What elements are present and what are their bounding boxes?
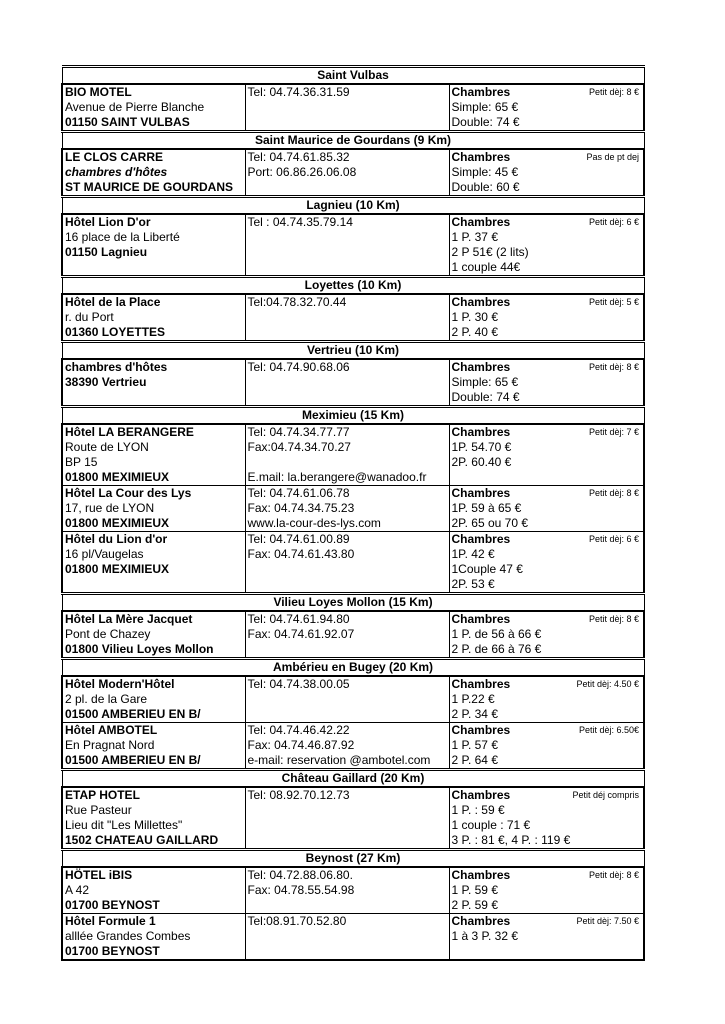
hotel-contact-line: Tel:04.78.32.70.44	[247, 295, 347, 309]
hotel-contact-line: e-mail: reservation @ambotel.com	[247, 753, 431, 767]
hotel-address-line: 01800 MEXIMIEUX	[65, 562, 170, 576]
room-price-line: 1P. 59 à 65 €	[451, 501, 522, 515]
section-header-row	[62, 770, 644, 788]
hotel-address-line: Lieu dit "Les Millettes"	[65, 818, 183, 832]
section-title: Ambérieu en Bugey (20 Km)	[62, 659, 644, 677]
hotel-contact-cell	[245, 149, 449, 197]
hotel-address-line: 16 pl/Vaugelas	[65, 547, 144, 561]
hotel-row	[62, 914, 644, 961]
room-price-line: 3 P. : 81 €, 4 P. : 119 €	[451, 833, 571, 847]
hotel-contact-line: Fax: 04.74.61.92.07	[247, 627, 355, 641]
hotel-address-line: 16 place de la Liberté	[65, 230, 180, 244]
hotel-rooms-cell	[449, 787, 644, 850]
hotel-contact-cell	[245, 611, 449, 659]
hotel-address-line: Avenue de Pierre Blanche	[65, 100, 205, 114]
hotel-name: LE CLOS CARRE	[65, 150, 164, 164]
hotel-address-line: BP 15	[65, 455, 98, 469]
hotel-address-line: 01500 AMBERIEU EN B/	[65, 707, 201, 721]
hotel-contact-cell	[245, 676, 449, 723]
room-price-line: 1 P. 30 €	[451, 310, 498, 324]
hotel-contact-line: Tel: 04.74.34.77.77	[247, 425, 350, 439]
hotel-address-cell	[62, 424, 245, 486]
rooms-label: Chambres	[451, 425, 511, 439]
breakfast-note: Pas de pt dej	[586, 152, 640, 162]
hotel-contact-line: Tel: 04.74.38.00.05	[247, 677, 350, 691]
room-price-line: 2 P. 34 €	[451, 707, 498, 721]
rooms-label: Chambres	[451, 486, 511, 500]
hotel-address-line: alllée Grandes Combes	[65, 929, 191, 943]
room-price-line: 2 P. 59 €	[451, 898, 498, 912]
hotel-contact-line: Tel: 08.92.70.12.73	[247, 788, 350, 802]
hotel-row	[62, 294, 644, 342]
hotel-rooms-cell	[449, 359, 644, 407]
hotel-address-line: 1502 CHATEAU GAILLARD	[65, 833, 219, 847]
section-header-row	[62, 277, 644, 295]
room-price-line: 2 P. de 66 à 76 €	[451, 642, 542, 656]
rooms-header	[452, 425, 642, 440]
breakfast-note: Petit dèj: 8 €	[588, 362, 640, 372]
hotel-contact-line: Tel: 04.74.90.68.06	[247, 360, 350, 374]
room-price-line: 1 P. 57 €	[451, 738, 498, 752]
hotel-address-cell	[62, 723, 245, 770]
rooms-header	[452, 486, 642, 501]
section-header-row	[62, 67, 644, 85]
hotel-contact-line: Fax: 04.74.61.43.80	[247, 547, 355, 561]
rooms-label: Chambres	[451, 723, 511, 737]
hotel-row	[62, 723, 644, 770]
hotel-rooms-cell	[449, 149, 644, 197]
section-header-row	[62, 850, 644, 868]
rooms-label: Chambres	[451, 788, 511, 802]
section-title: Lagnieu (10 Km)	[62, 197, 644, 215]
hotel-contact-cell	[245, 787, 449, 850]
hotel-address-line: 01150 SAINT VULBAS	[65, 115, 190, 129]
hotel-contact-line: Tel: 04.74.61.00.89	[247, 532, 350, 546]
room-price-line: 2 P. 40 €	[451, 325, 498, 339]
room-price-line: 1 P.22 €	[451, 692, 495, 706]
hotel-name: Hôtel LA BERANGERE	[65, 425, 194, 439]
hotel-rooms-cell	[449, 214, 644, 277]
hotel-name: chambres d'hôtes	[65, 360, 168, 374]
hotel-rooms-cell	[449, 424, 644, 486]
room-price-line: 1 P. de 56 à 66 €	[451, 627, 542, 641]
section-header-row	[62, 407, 644, 425]
hotel-rooms-cell	[449, 486, 644, 532]
room-price-line: 1 P. 37 €	[451, 230, 498, 244]
hotel-name: Hôtel du Lion d'or	[65, 532, 168, 546]
hotel-table-body	[62, 67, 644, 961]
hotel-list-page	[61, 65, 643, 961]
section-header-row	[62, 197, 644, 215]
section-header-row	[62, 594, 644, 612]
hotel-address-line: r. du Port	[65, 310, 114, 324]
breakfast-note: Petit dèj: 4.50 €	[576, 679, 640, 689]
hotel-address-cell	[62, 787, 245, 850]
breakfast-note: Petit dèj: 7.50 €	[576, 916, 640, 926]
hotel-contact-cell	[245, 214, 449, 277]
room-price-line: Double: 74 €	[451, 390, 520, 404]
breakfast-note: Petit dèj: 8 €	[588, 614, 640, 624]
breakfast-note: Petit dèj: 8 €	[588, 870, 640, 880]
hotel-contact-cell	[245, 914, 449, 961]
hotel-contact-line: Fax: 04.78.55.54.98	[247, 883, 355, 897]
section-title: Saint Maurice de Gourdans (9 Km)	[62, 132, 644, 150]
hotel-rooms-cell	[449, 84, 644, 132]
hotel-address-line: 01800 Vilieu Loyes Mollon	[65, 642, 214, 656]
breakfast-note: Petit dèj: 6 €	[588, 217, 640, 227]
rooms-label: Chambres	[451, 677, 511, 691]
room-price-line: Double: 60 €	[451, 180, 520, 194]
hotel-address-cell	[62, 84, 245, 132]
hotel-name: Hôtel La Mère Jacquet	[65, 612, 193, 626]
hotel-contact-cell	[245, 424, 449, 486]
hotel-address-cell	[62, 914, 245, 961]
hotel-contact-line: www.la-cour-des-lys.com	[247, 516, 381, 530]
section-title: Beynost (27 Km)	[62, 850, 644, 868]
hotel-address-line: Route de LYON	[65, 440, 149, 454]
hotel-address-cell	[62, 532, 245, 594]
section-title: Vilieu Loyes Mollon (15 Km)	[62, 594, 644, 612]
rooms-header	[452, 85, 642, 100]
rooms-label: Chambres	[451, 868, 511, 882]
hotel-contact-cell	[245, 486, 449, 532]
hotel-rooms-cell	[449, 676, 644, 723]
breakfast-note: Petit dèj: 6 €	[588, 534, 640, 544]
room-price-line: Simple: 45 €	[451, 165, 519, 179]
room-price-line: 1Couple 47 €	[451, 562, 523, 576]
hotel-contact-cell	[245, 294, 449, 342]
rooms-header	[452, 677, 642, 692]
hotel-address-line: A 42	[65, 883, 90, 897]
room-price-line: 2 P 51€ (2 lits)	[451, 245, 529, 259]
hotel-address-line: ST MAURICE DE GOURDANS	[65, 180, 234, 194]
rooms-header	[452, 788, 642, 803]
room-price-line: 1P. 42 €	[451, 547, 495, 561]
hotel-address-line: 01360 LOYETTES	[65, 325, 166, 339]
hotel-name: HÖTEL iBIS	[65, 868, 133, 882]
breakfast-note: Petit dèj: 7 €	[588, 427, 640, 437]
breakfast-note: Petit dèj: 8 €	[588, 488, 640, 498]
hotel-contact-line: Fax: 04.74.46.87.92	[247, 738, 355, 752]
rooms-label: Chambres	[451, 360, 511, 374]
hotel-address-cell	[62, 214, 245, 277]
hotel-address-cell	[62, 676, 245, 723]
room-price-line: 1 couple : 71 €	[451, 818, 531, 832]
hotel-name: Hôtel AMBOTEL	[65, 723, 158, 737]
room-price-line: 1 P. 59 €	[451, 883, 498, 897]
rooms-label: Chambres	[451, 150, 511, 164]
hotel-address-line: 01150 Lagnieu	[65, 245, 148, 259]
hotel-contact-cell	[245, 359, 449, 407]
hotel-address-line: chambres d'hôtes	[65, 165, 168, 179]
breakfast-note: Petit dèj: 6.50€	[578, 725, 640, 735]
hotel-contact-line: Port: 06.86.26.06.08	[247, 165, 357, 179]
rooms-label: Chambres	[451, 612, 511, 626]
rooms-header	[452, 612, 642, 627]
hotel-address-line: 01800 MEXIMIEUX	[65, 516, 170, 530]
hotel-contact-line: Tel: 04.72.88.06.80.	[247, 868, 353, 882]
hotel-address-line: En Pragnat Nord	[65, 738, 155, 752]
hotel-address-line: 2 pl. de la Gare	[65, 692, 148, 706]
hotel-address-line: 01500 AMBERIEU EN B/	[65, 753, 201, 767]
rooms-label: Chambres	[451, 85, 511, 99]
hotel-row	[62, 532, 644, 594]
section-header-row	[62, 132, 644, 150]
hotel-row	[62, 424, 644, 486]
section-title: Loyettes (10 Km)	[62, 277, 644, 295]
hotel-address-line: 17, rue de LYON	[65, 501, 155, 515]
rooms-header	[452, 360, 642, 375]
hotel-row	[62, 84, 644, 132]
rooms-header	[452, 868, 642, 883]
rooms-label: Chambres	[451, 295, 511, 309]
rooms-header	[452, 295, 642, 310]
rooms-label: Chambres	[451, 215, 511, 229]
hotel-row	[62, 486, 644, 532]
rooms-header	[452, 914, 642, 929]
hotel-row	[62, 787, 644, 850]
hotel-address-line: Pont de Chazey	[65, 627, 151, 641]
hotel-name: ETAP HOTEL	[65, 788, 140, 802]
hotel-row	[62, 214, 644, 277]
hotel-row	[62, 676, 644, 723]
hotel-name: Hôtel La Cour des Lys	[65, 486, 192, 500]
hotel-contact-line: Tel: 04.74.46.42.22	[247, 723, 350, 737]
hotel-address-line: 01800 MEXIMIEUX	[65, 470, 170, 484]
hotel-address-cell	[62, 149, 245, 197]
hotel-name: Hôtel de la Place	[65, 295, 161, 309]
hotel-contact-line: Tel: 04.74.36.31.59	[247, 85, 350, 99]
hotel-row	[62, 359, 644, 407]
hotel-contact-line: Tel: 04.74.61.85.32	[247, 150, 350, 164]
room-price-line: Simple: 65 €	[451, 100, 519, 114]
hotel-address-line: 01700 BEYNOST	[65, 944, 160, 958]
room-price-line: Double: 74 €	[451, 115, 520, 129]
hotel-rooms-cell	[449, 867, 644, 914]
hotel-address-line: 38390 Vertrieu	[65, 375, 147, 389]
section-title: Vertrieu (10 Km)	[62, 342, 644, 360]
hotel-address-cell	[62, 611, 245, 659]
hotel-contact-line: Tel : 04.74.35.79.14	[247, 215, 353, 229]
breakfast-note: Petit dèj: 8 €	[588, 87, 640, 97]
hotel-address-line: 01700 BEYNOST	[65, 898, 160, 912]
hotel-name: Hôtel Formule 1	[65, 914, 156, 928]
hotel-table	[61, 65, 645, 961]
hotel-address-cell	[62, 359, 245, 407]
hotel-contact-line: Tel: 04.74.61.94.80	[247, 612, 350, 626]
breakfast-note: Petit dèj: 5 €	[588, 297, 640, 307]
rooms-header	[452, 532, 642, 547]
rooms-label: Chambres	[451, 914, 511, 928]
hotel-contact-line: E.mail: la.berangere@wanadoo.fr	[247, 470, 427, 484]
room-price-line: 1P. 54.70 €	[451, 440, 512, 454]
section-header-row	[62, 659, 644, 677]
hotel-contact-line: Fax: 04.74.34.75.23	[247, 501, 355, 515]
hotel-contact-cell	[245, 867, 449, 914]
hotel-address-cell	[62, 486, 245, 532]
hotel-rooms-cell	[449, 914, 644, 961]
section-title: Château Gaillard (20 Km)	[62, 770, 644, 788]
hotel-address-cell	[62, 294, 245, 342]
room-price-line: 2P. 65 ou 70 €	[451, 516, 529, 530]
hotel-contact-cell	[245, 84, 449, 132]
hotel-contact-line: Fax:04.74.34.70.27	[247, 440, 351, 454]
hotel-name: Hôtel Modern'Hôtel	[65, 677, 175, 691]
hotel-rooms-cell	[449, 294, 644, 342]
breakfast-note: Petit déj compris	[572, 790, 640, 800]
room-price-line: 1 couple 44€	[451, 260, 521, 274]
room-price-line: 1 à 3 P. 32 €	[451, 929, 519, 943]
hotel-rooms-cell	[449, 532, 644, 594]
hotel-rooms-cell	[449, 611, 644, 659]
room-price-line: Simple: 65 €	[451, 375, 519, 389]
hotel-row	[62, 867, 644, 914]
section-header-row	[62, 342, 644, 360]
section-title: Saint Vulbas	[62, 67, 644, 85]
hotel-rooms-cell	[449, 723, 644, 770]
rooms-header	[452, 215, 642, 230]
room-price-line: 2P. 60.40 €	[451, 455, 512, 469]
rooms-label: Chambres	[451, 532, 511, 546]
hotel-contact-cell	[245, 723, 449, 770]
hotel-contact-line	[248, 455, 447, 470]
rooms-header	[452, 723, 642, 738]
hotel-address-line: Rue Pasteur	[65, 803, 132, 817]
hotel-contact-cell	[245, 532, 449, 594]
room-price-line: 2P. 53 €	[451, 577, 495, 591]
section-title: Meximieu (15 Km)	[62, 407, 644, 425]
hotel-name: Hôtel Lion D'or	[65, 215, 151, 229]
room-price-line: 2 P. 64 €	[451, 753, 498, 767]
hotel-name: BIO MOTEL	[65, 85, 132, 99]
hotel-row	[62, 611, 644, 659]
hotel-contact-line: Tel:08.91.70.52.80	[247, 914, 347, 928]
rooms-header	[452, 150, 642, 165]
hotel-contact-line: Tel: 04.74.61.06.78	[247, 486, 350, 500]
hotel-address-cell	[62, 867, 245, 914]
room-price-line: 1 P. : 59 €	[451, 803, 505, 817]
hotel-row	[62, 149, 644, 197]
